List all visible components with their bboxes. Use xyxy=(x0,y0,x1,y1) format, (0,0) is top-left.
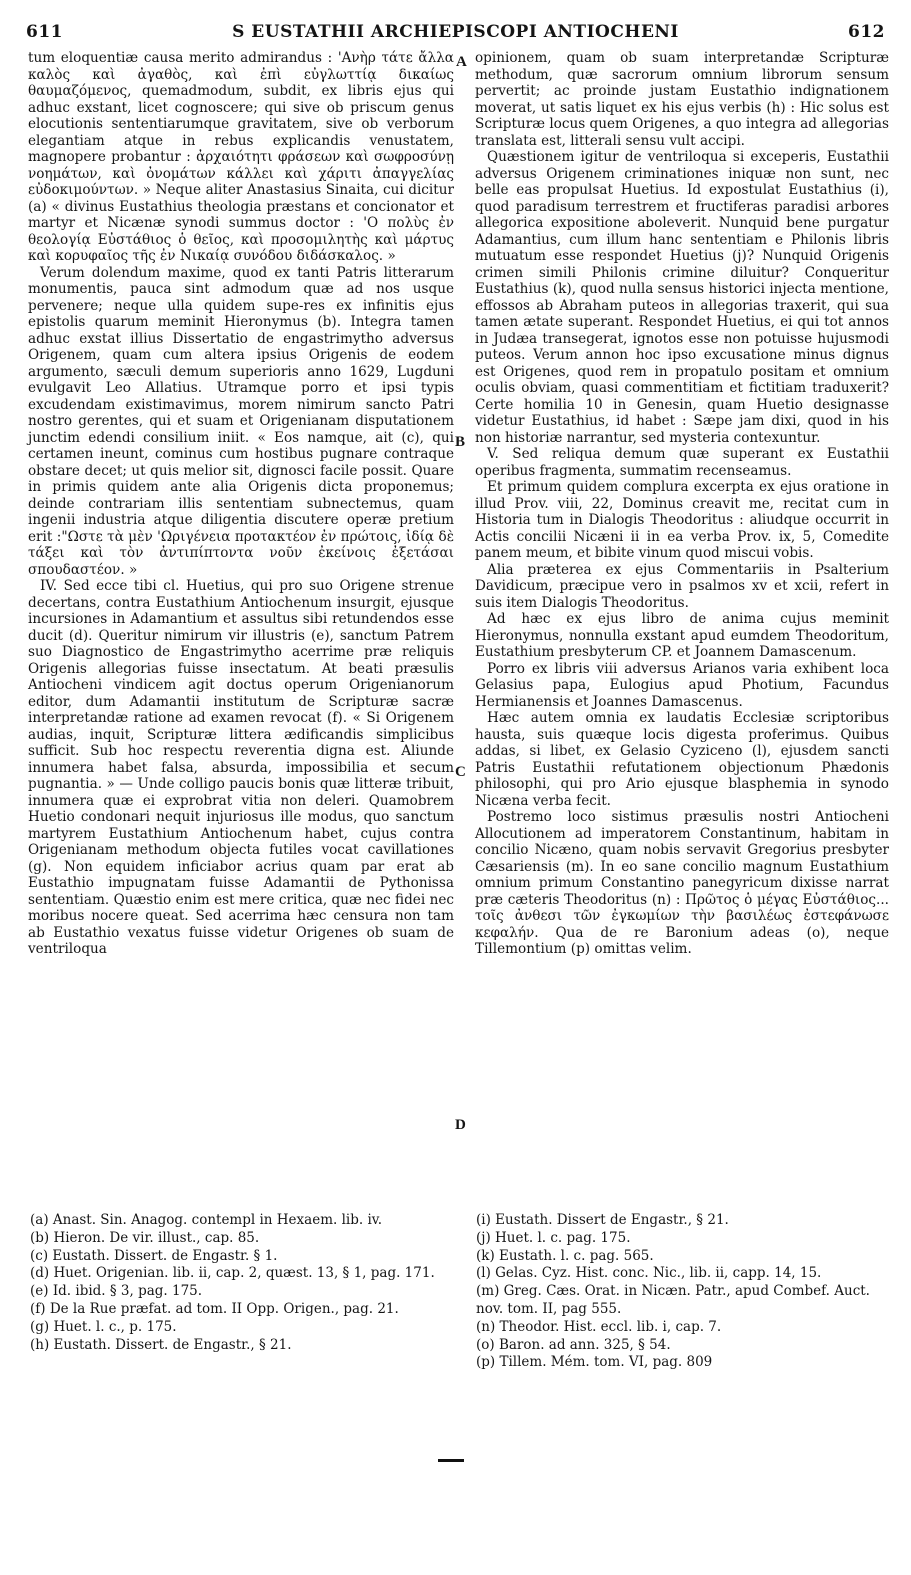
right-paragraph-7: Porro ex libris viii adversus Arianos varia exhibent loca Gelasius papa, Eulogius apud Photium, Facundus Hermianensis et Joannes Damascenus. xyxy=(475,660,889,710)
page-end-rule xyxy=(438,1459,464,1462)
right-paragraph-3: V. Sed reliqua demum quæ superant ex Eustathii operibus fragmenta, summatim recenseamus. xyxy=(475,446,889,479)
footnotes-left xyxy=(30,1212,450,1354)
footnote-j: (j) Huet. l. c. pag. 175. xyxy=(476,1229,631,1246)
left-paragraph-3: IV. Sed ecce tibi cl. Huetius, qui pro suo Origene strenue decertans, contra Eustathium Antiochenum insurgit, ejusque incursiones in Adamantium et assultus sibi retundendos esse ducit (d). Queritur nimirum vir illustris (e), sanctum Patrem suo Diagnostico de Engastrimytho acerrime præ reliquis Origenis allegorias fuisse insectatum. At beati præsulis Antiocheni vindicem agit doctus operum Origenianorum editor, dum Adamantii institutum de Scripturæ sacræ interpretandæ ratione ad examen revocat (f). « Si Origenem audias, inquit, Scripturæ littera ædificandis simplicibus sufficit. Sub hoc respectu reverentia digna est. Aliunde innumera habet falsa, absurda, impossibilia et secum pugnantia. » — Unde colligo paucis bonis quæ litteræ tribuit, innumera quæ ei exprobrat vitia non deleri. Quamobrem Huetio condonari nequit injuriosus ille modus, quo sanctum martyrem Eustathium Antiochenum habet, cujus contra Origenianam methodum objecta futiles vocat cavillationes (g). Non equidem inficiabor acrius quam par erat ab Eustathio impugnatam fuisse Adamantii de Pythonissa sententiam. Quæstio enim est mere critica, quæ nec fidei nec moribus nocere queat. Sed acerrima hæc censura non tam ab Eustathio vexatus fuisse videtur Origenes ob suam de ventriloqua xyxy=(28,578,454,957)
left-paragraph-1: tum eloquentiæ causa merito admirandus : 'Ανὴρ τάτε ἄλλα καλὸς καὶ ἀγαθὸς, καὶ ἐπὶ εὐγλωττίᾳ δικαίως θαυμαζόμενος, quemadmodum, subdit, ex libris ejus qui adhuc exstant, licet cognoscere; qui sive ob priscum genus elocutionis sententiarumque gravitatem, sive ob verborum elegantiam atque in rebus explicandis venustatem, magnopere probantur : ἀρχαιότητι φράσεων καὶ σωφροσύνῃ νοημάτων, καὶ ὀνομάτων κάλλει καὶ χάριτι ἀπαγγελίας εὐδοκιμούντων. » Neque aliter Anastasius Sinaita, cui dicitur (a) « divinus Eustathius theologia præstans et concionator et martyr et Nicænæ synodi summus doctor : 'Ο πολὺς ἐν θεολογίᾳ Εὐστάθιος ὁ θεῖος, καὶ προσομιλητὴς καὶ μάρτυς καὶ κορυφαῖος τῆς ἐν Νικαίᾳ συνόδου διδάσκαλος. » xyxy=(28,50,454,264)
footnote-m: (m) Greg. Cæs. Orat. in Nicæn. Patr., apud Combef. Auct. nov. tom. II, pag 555. xyxy=(476,1283,870,1317)
right-paragraph-4: Et primum quidem complura excerpta ex ejus oratione in illud Prov. viii, 22, Dominus creavit me, recitat cum in Historia tum in Dialogis Theodoritus : aliudque occurrit in Actis concilii Nicæni ii in ea verba Prov. ix, 5, Comedite panem meum, et bibite vinum quod miscui vobis. xyxy=(475,479,889,561)
footnote-o: (o) Baron. ad ann. 325, § 54. xyxy=(476,1336,671,1353)
footnote-e: (e) Id. ibid. § 3, pag. 175. xyxy=(30,1283,203,1300)
right-paragraph-8: Hæc autem omnia ex laudatis Ecclesiæ scriptoribus hausta, suis quæque locis digesta proferimus. Quibus addas, si libet, ex Gelasio Cyziceno (l), ejusdem sancti Patris Eustathii refutationem objectionum Phædonis philosophi, qui pro Ario ejusque blasphemia in synodo Nicæna verba fecit. xyxy=(475,710,889,809)
footnote-n: (n) Theodor. Hist. eccl. lib. i, cap. 7. xyxy=(476,1318,722,1335)
page-number-left: 611 xyxy=(26,22,63,42)
footnote-k: (k) Eustath. l. c. pag. 565. xyxy=(476,1247,654,1264)
footnote-g: (g) Huet. l. c., p. 175. xyxy=(30,1318,177,1335)
right-paragraph-6: Ad hæc ex ejus libro de anima cujus meminit Hieronymus, nonnulla exstant apud eumdem Theodoritum, Eustathium presbyterum CP. et Joannem Damascenum. xyxy=(475,611,889,660)
footnote-f: (f) De la Rue præfat. ad tom. II Opp. Origen., pag. 21. xyxy=(30,1300,399,1317)
right-paragraph-9: Postremo loco sistimus præsulis nostri Antiocheni Allocutionem ad imperatorem Constantinum, habitam in concilio Nicæno, quam nobis servavit Gregorius presbyter Cæsariensis (m). In eo sane concilio magnum Eustathium omnium primum Constantino panegyricum dixisse narrat præ cæteris Theodoritus (n) : Πρῶτος ὁ μέγας Εὐστάθιος... τοῖς ἀνθεσι τῶν ἐγκωμίων τὴν βασιλέως ἐστεφάνωσε κεφαλήν. Qua de re Baronium adeas (o), neque Tillemontium (p) omittas velim. xyxy=(475,809,889,957)
footnote-l: (l) Gelas. Cyz. Hist. conc. Nic., lib. ii, capp. 14, 15. xyxy=(476,1265,822,1282)
footnote-d: (d) Huet. Origenian. lib. ii, cap. 2, quæst. 13, § 1, pag. 171. xyxy=(30,1265,435,1282)
margin-marker-a: A xyxy=(456,54,467,70)
margin-marker-d: D xyxy=(455,1117,466,1133)
margin-marker-c: C xyxy=(455,764,466,780)
footnote-i: (i) Eustath. Dissert de Engastr., § 21. xyxy=(476,1212,729,1228)
footnote-a: (a) Anast. Sin. Anagog. contempl in Hexaem. lib. iv. xyxy=(30,1212,383,1228)
right-paragraph-2: Quæstionem igitur de ventriloqua si exceperis, Eustathii adversus Origenem criminationes iniquæ non sunt, nec belle eas propulsat Huetius. Id expostulat Eustathius (i), quod paradisum terrestrem et fructiferas paradisi arbores allegorica expositione aboleverit. Nunquid bene purgatur Adamantius, cum illum hanc sententiam e Philonis libris mutuatum esse respondet Huetius (j)? Nunquid Origenis crimen simili Philonis crimine diluitur? Conqueritur Eustathius (k), quod nulla sensus historici injecta mentione, effossos ab Abraham puteos in allegorias traxerit, qui sua tamen ætate superant. Respondet Huetius, ei qui tot annos in Judæa transegerat, ignotos esse non potuisse hujusmodi puteos. Verum annon hoc ipso excusatione minus dignus est Origenes, quod rem in propatulo positam et omnium oculis obviam, quasi commentitiam et fictitiam traduxerit? Certe homilia 10 in Genesin, quam Huetio designasse videtur Eustathius, id habet : Sæpe jam dixi, quod in his non historiæ narrantur, sed mysteria contexuntur. xyxy=(475,149,889,446)
right-column xyxy=(475,50,889,958)
left-paragraph-2: Verum dolendum maxime, quod ex tanti Patris litterarum monumentis, pauca sint admodum quæ ad nos usque pervenere; neque ulla quidem supe-res ex infinitis ejus epistolis quarum meminit Hieronymus (b). Integra tamen adhuc exstat illius Dissertatio de engastrimytho adversus Origenem, quam cum altera ipsius Origenis de eodem argumento, sæculi demum superioris anno 1629, Lugduni evulgavit Leo Allatius. Utramque porro et ipsi typis excudendam existimavimus, morem nimirum sancto Patri nostro gerentes, qui et suam et Origenianam disputationem junctim edendi consilium iniit. « Eos namque, ait (c), qui certamen ineunt, cominus cum hostibus pugnare contraque obstare decet; ut quis melior sit, dignosci facile possit. Quare in primis quidem ante alia Origenis dicta proponemus; deinde contrariam illis sententiam subnectemus, quam ingenii industria atque diligentia discutere operæ pretium erit :"Ωστε τὰ μὲν 'Ωριγένεια προτακτέον ἐν πρώτοις, ἰδίᾳ δὲ τάξει καὶ τὸν ἀντιπίπτοντα νοῦν ἐκείνοις ἐξετάσαι σπουδαστέον. » xyxy=(28,264,454,578)
footnote-b: (b) Hieron. De vir. illust., cap. 85. xyxy=(30,1229,260,1246)
footnote-c: (c) Eustath. Dissert. de Engastr. § 1. xyxy=(30,1247,278,1264)
right-paragraph-5: Alia præterea ex ejus Commentariis in Psalterium Davidicum, præcipue vero in psalmos xv et xcii, refert in suis item Dialogis Theodoritus. xyxy=(475,561,889,611)
left-column xyxy=(28,50,454,958)
footnotes-right xyxy=(476,1212,888,1372)
running-title: S EUSTATHII ARCHIEPISCOPI ANTIOCHENI xyxy=(232,22,679,42)
page-number-right: 612 xyxy=(848,22,885,42)
footnote-h: (h) Eustath. Dissert. de Engastr., § 21. xyxy=(30,1336,292,1353)
right-paragraph-1: opinionem, quam ob suam interpretandæ Scripturæ methodum, quæ sacrorum omnium librorum sensum pervertit; ac proinde justam Eustathio indignationem moverat, ut satis liquet ex his ejus verbis (h) : Hic solus est Scripturæ locus quem Origenes, a quo integra ad allegorias translata est, litterali sensu vult accipi. xyxy=(475,50,889,149)
footnote-p: (p) Tillem. Mém. tom. VI, pag. 809 xyxy=(476,1354,713,1371)
margin-marker-b: B xyxy=(455,434,466,450)
